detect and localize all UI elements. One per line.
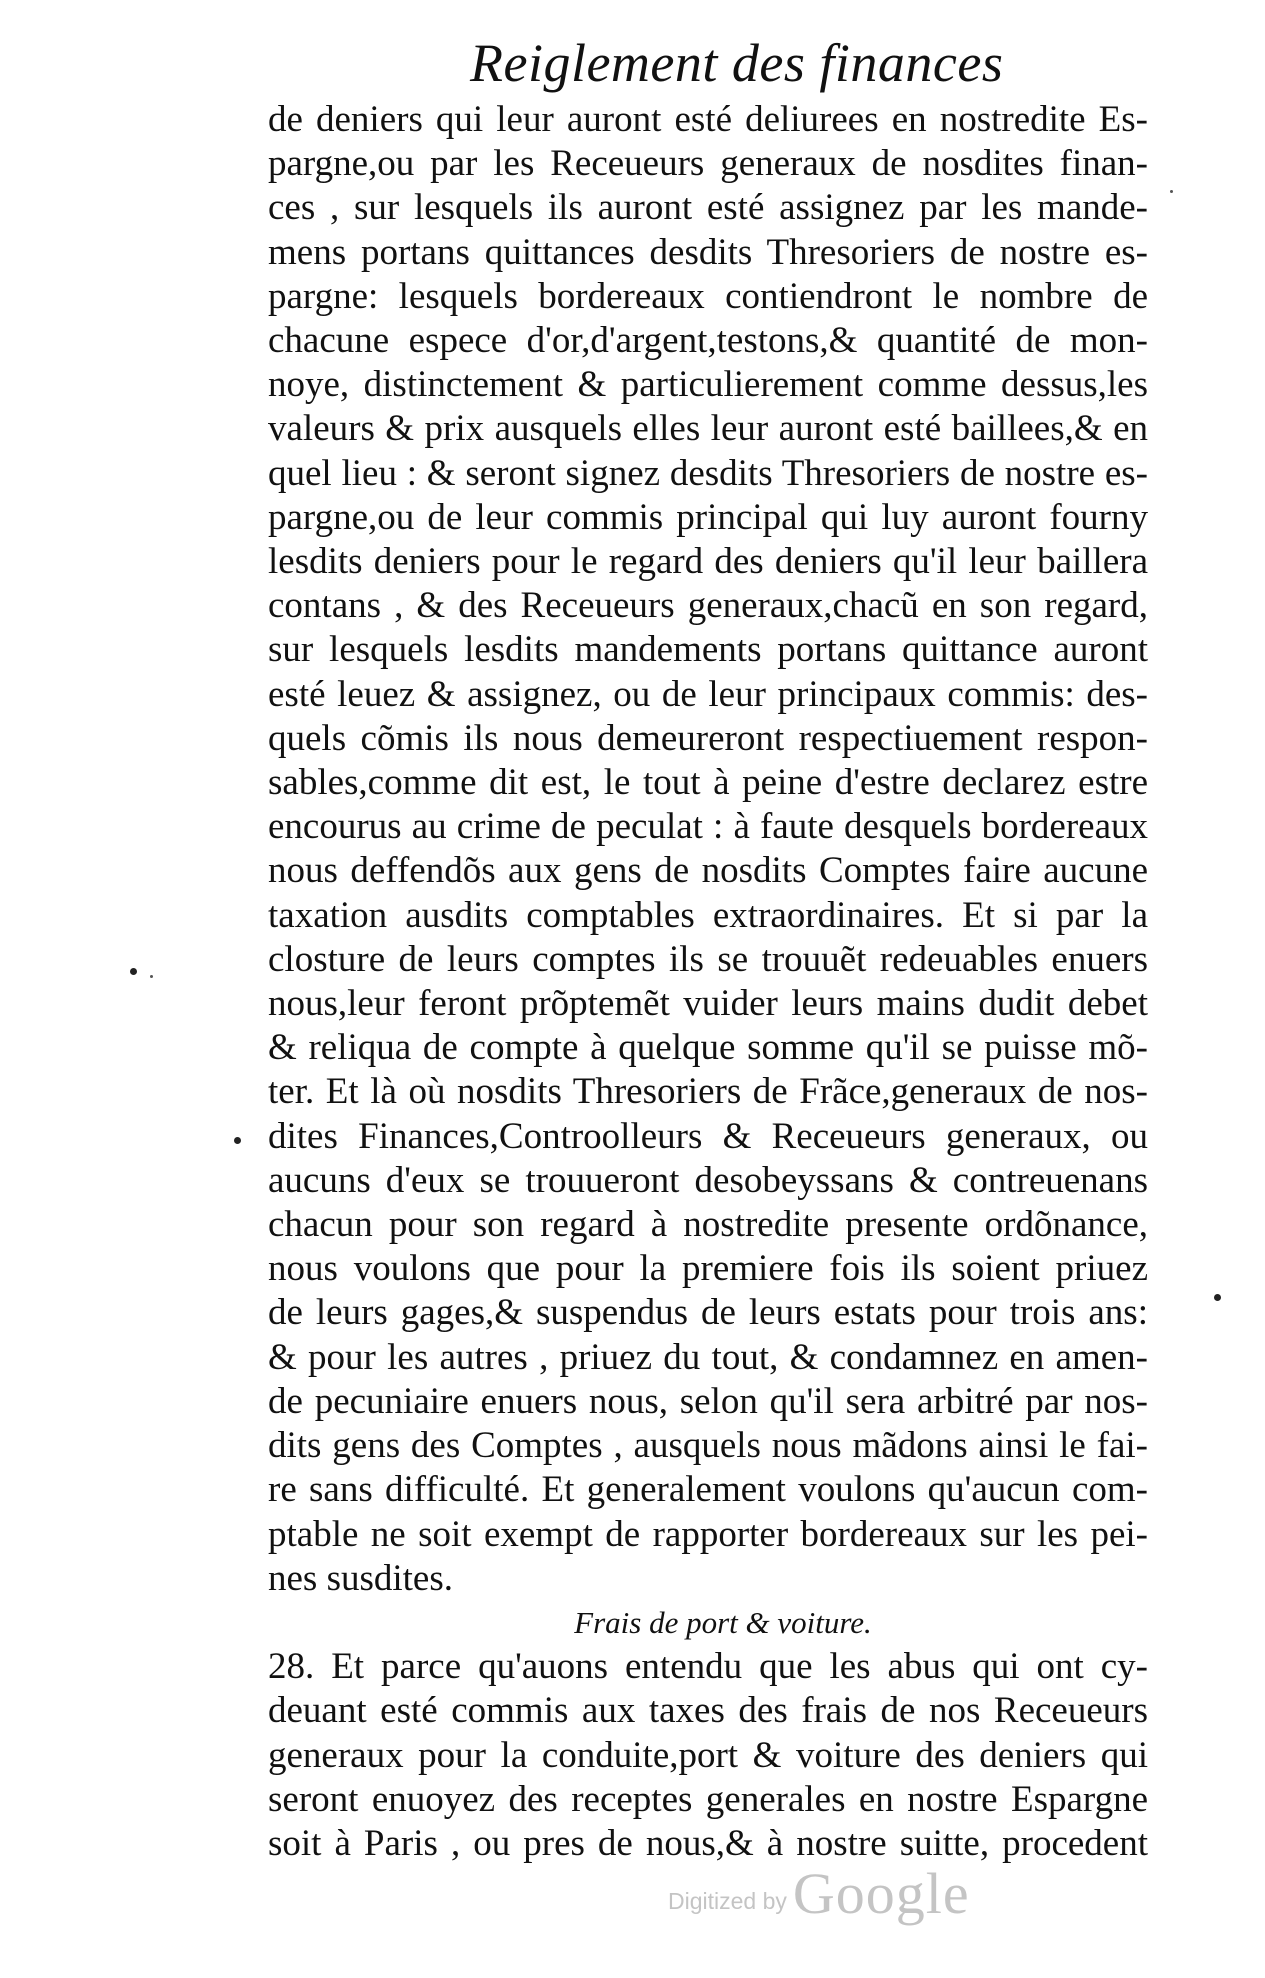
- margin-dot: [130, 968, 137, 975]
- text-line: noye, distinctement & particulierement comme dessus,les: [268, 364, 1148, 406]
- text-line: nous deffendõs aux gens de nosdits Comptes faire aucune: [268, 850, 1148, 892]
- watermark: [668, 1860, 970, 1927]
- text-line: pargne,ou de leur commis principal qui luy auront fourny: [268, 496, 1148, 538]
- section-text-line: deuant esté commis aux taxes des frais de nos Receueurs: [268, 1690, 1148, 1732]
- text-line: de deniers qui leur auront esté deliurees en nostredite Es-: [268, 99, 1148, 140]
- watermark-logo: Google: [792, 1861, 970, 1926]
- section-heading: Frais de port & voiture.: [574, 1604, 872, 1640]
- text-line: ptable ne soit exempt de rapporter bordereaux sur les pei-: [268, 1513, 1148, 1555]
- text-line: aucuns d'eux se trouueront desobeyssans & contreuenans: [268, 1159, 1148, 1201]
- text-line: nous voulons que pour la premiere fois ils soient priuez: [268, 1248, 1148, 1290]
- text-line: quel lieu : & seront signez desdits Thresoriers de nostre es-: [268, 452, 1148, 494]
- text-line: mens portans quittances desdits Thresoriers de nostre es-: [268, 231, 1148, 273]
- text-line: & reliqua de compte à quelque somme qu'il se puisse mõ-: [268, 1027, 1148, 1069]
- margin-speck: [150, 975, 153, 978]
- running-head: Reiglement des finances: [470, 33, 1004, 93]
- text-line: chacune espece d'or,d'argent,testons,& quantité de mon-: [268, 320, 1148, 362]
- section-text-line: 28. Et parce qu'auons entendu que les abus qui ont cy-: [268, 1646, 1148, 1688]
- body-text: [268, 98, 1148, 1866]
- text-line: dits gens des Comptes , ausquels nous mãdons ainsi le fai-: [268, 1425, 1148, 1467]
- text-line: chacun pour son regard à nostredite presente ordõnance,: [268, 1204, 1148, 1246]
- text-line: re sans difficulté. Et generalement voulons qu'aucun com-: [268, 1469, 1148, 1511]
- text-line: nous,leur feront prõptemẽt vuider leurs mains dudit debet: [268, 983, 1148, 1025]
- text-line: de pecuniaire enuers nous, selon qu'il sera arbitré par nos-: [268, 1380, 1148, 1422]
- text-line: nes susdites.: [268, 1557, 453, 1599]
- text-line: quels cõmis ils nous demeureront respectiuement respon-: [268, 717, 1148, 759]
- section-text-line: generaux pour la conduite,port & voiture des deniers qui: [268, 1734, 1148, 1776]
- margin-dot: [1214, 1294, 1221, 1301]
- text-line: ter. Et là où nosdits Thresoriers de Frãce,generaux de nos-: [268, 1071, 1148, 1113]
- text-line: de leurs gages,& suspendus de leurs estats pour trois ans:: [268, 1292, 1148, 1334]
- text-line: encourus au crime de peculat : à faute desquels bordereaux: [268, 806, 1148, 848]
- section-text-line: seront enuoyez des receptes generales en nostre Espargne: [268, 1778, 1148, 1820]
- text-line: contans , & des Receueurs generaux,chacũ en son regard,: [268, 585, 1148, 627]
- text-line: valeurs & prix ausquels elles leur auront esté baillees,& en: [268, 408, 1148, 450]
- text-line: closture de leurs comptes ils se trouuẽt redeuables enuers: [268, 938, 1148, 980]
- margin-dot: [234, 1137, 241, 1144]
- text-line: sables,comme dit est, le tout à peine d'estre declarez estre: [268, 762, 1148, 804]
- section-text-line: soit à Paris , ou pres de nous,& à nostre suitte, procedent: [268, 1822, 1148, 1864]
- watermark-prefix: Digitized by: [668, 1888, 787, 1914]
- text-line: sur lesquels lesdits mandements portans quittance auront: [268, 629, 1148, 671]
- text-line: & pour les autres , priuez du tout, & condamnez en amen-: [268, 1336, 1148, 1378]
- text-line: pargne,ou par les Receueurs generaux de nosdites finan-: [268, 143, 1148, 185]
- text-line: taxation ausdits comptables extraordinaires. Et si par la: [268, 894, 1148, 936]
- text-line: dites Finances,Controolleurs & Receueurs generaux, ou: [268, 1115, 1148, 1157]
- text-line: esté leuez & assignez, ou de leur principaux commis: des-: [268, 673, 1148, 715]
- text-line: lesdits deniers pour le regard des deniers qu'il leur baillera: [268, 541, 1148, 583]
- text-line: pargne: lesquels bordereaux contiendront le nombre de: [268, 275, 1148, 317]
- text-line: ces , sur lesquels ils auront esté assignez par les mande-: [268, 187, 1148, 229]
- margin-speck: [1170, 190, 1173, 193]
